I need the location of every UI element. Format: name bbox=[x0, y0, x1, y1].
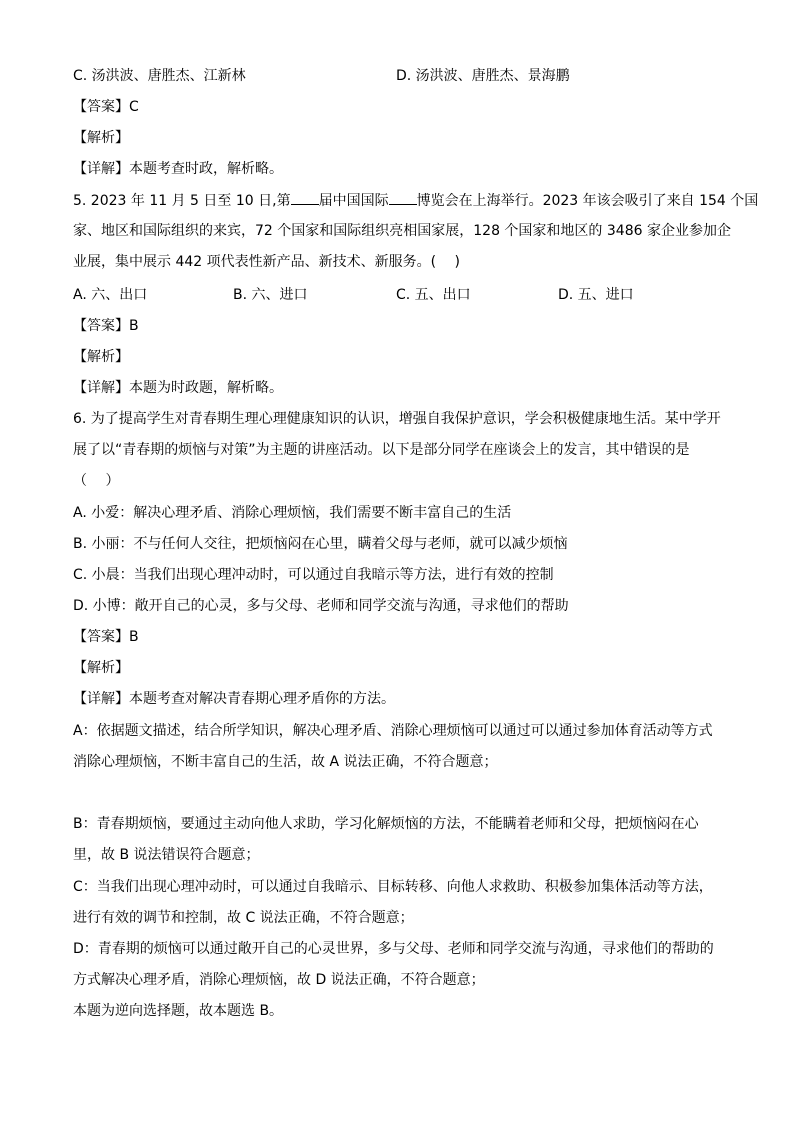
q5-option-d: D. 五、进口 bbox=[558, 287, 634, 303]
q5-stem-line3: 业展，集中展示 442 项代表性新产品、新技术、新服务。( ) bbox=[73, 254, 460, 270]
q5-stem-part-c: 博览会在上海举行。2023 年该会吸引了来自 154 个国 bbox=[416, 193, 759, 209]
q5-answer: 【答案】B bbox=[73, 318, 139, 334]
q6-explanation-b-line2: 里，故 B 说法错误符合题意； bbox=[73, 847, 260, 863]
q5-stem-part-a: 5. 2023 年 11 月 5 日至 10 日,第 bbox=[73, 193, 291, 209]
q6-stem-line2: 展了以“青春期的烦恼与对策”为主题的讲座活动。以下是部分同学在座谈会上的发言，其中错误的是 bbox=[73, 442, 690, 458]
q6-stem-line3: （ ） bbox=[73, 473, 120, 489]
q6-explanation-b-line1: B：青春期烦恼，要通过主动向他人求助，学习化解烦恼的方法，不能瞒着老师和父母，把烦恼闷在心 bbox=[73, 816, 699, 832]
q6-explanation-a-line1: A：依据题文描述，结合所学知识，解决心理矛盾、消除心理烦恼可以通过可以通过参加体育活动等方式 bbox=[73, 723, 713, 739]
q4-option-c: C. 汤洪波、唐胜杰、江新林 bbox=[73, 68, 246, 84]
q5-detail: 【详解】本题为时政题，解析略。 bbox=[73, 380, 283, 396]
q5-analysis-label: 【解析】 bbox=[73, 349, 129, 365]
q5-stem-part-b: 届中国国际 bbox=[318, 193, 389, 209]
q6-option-c: C. 小晨：当我们出现心理冲动时，可以通过自我暗示等方法，进行有效的控制 bbox=[73, 567, 554, 583]
q4-analysis-label: 【解析】 bbox=[73, 130, 129, 146]
q6-analysis-label: 【解析】 bbox=[73, 660, 129, 676]
q6-option-d: D. 小博：敞开自己的心灵，多与父母、老师和同学交流与沟通，寻求他们的帮助 bbox=[73, 598, 569, 614]
q5-stem-line1 bbox=[73, 190, 758, 211]
q5-blank-2 bbox=[389, 190, 417, 205]
q5-stem-line2: 家、地区和国际组织的来宾，72 个国家和国际组织亮相国家展，128 个国家和地区的 3486 家企业参加企 bbox=[73, 223, 731, 239]
q6-explanation-d-line1: D：青春期的烦恼可以通过敞开自己的心灵世界，多与父母、老师和同学交流与沟通，寻求他们的帮助的 bbox=[73, 941, 714, 957]
q4-answer: 【答案】C bbox=[73, 99, 139, 115]
q4-option-d: D. 汤洪波、唐胜杰、景海鹏 bbox=[396, 68, 570, 84]
q6-explanation-c-line2: 进行有效的调节和控制，故 C 说法正确，不符合题意； bbox=[73, 910, 414, 926]
q6-answer: 【答案】B bbox=[73, 629, 139, 645]
q6-stem-line1: 6. 为了提高学生对青春期生理心理健康知识的认识，增强自我保护意识，学会积极健康地生活。某中学开 bbox=[73, 411, 721, 427]
q6-option-b: B. 小丽：不与任何人交往，把烦恼闷在心里，瞒着父母与老师，就可以减少烦恼 bbox=[73, 536, 568, 552]
q5-blank-1 bbox=[291, 190, 319, 205]
q6-explanation-a-line2: 消除心理烦恼，不断丰富自己的生活，故 A 说法正确，不符合题意； bbox=[73, 754, 498, 770]
q5-option-c: C. 五、出口 bbox=[396, 287, 471, 303]
q6-explanation-c-line1: C：当我们出现心理冲动时，可以通过自我暗示、目标转移、向他人求救助、积极参加集体活动等方法， bbox=[73, 879, 713, 895]
q6-detail: 【详解】本题考查对解决青春期心理矛盾你的方法。 bbox=[73, 691, 395, 707]
q4-detail: 【详解】本题考查时政，解析略。 bbox=[73, 161, 283, 177]
q6-conclusion: 本题为逆向选择题，故本题选 B。 bbox=[73, 1003, 284, 1019]
q5-option-b: B. 六、进口 bbox=[233, 287, 308, 303]
q6-explanation-d-line2: 方式解决心理矛盾，消除心理烦恼，故 D 说法正确，不符合题意； bbox=[73, 972, 485, 988]
q5-option-a: A. 六、出口 bbox=[73, 287, 148, 303]
q6-option-a: A. 小爱：解决心理矛盾、消除心理烦恼，我们需要不断丰富自己的生活 bbox=[73, 505, 512, 521]
